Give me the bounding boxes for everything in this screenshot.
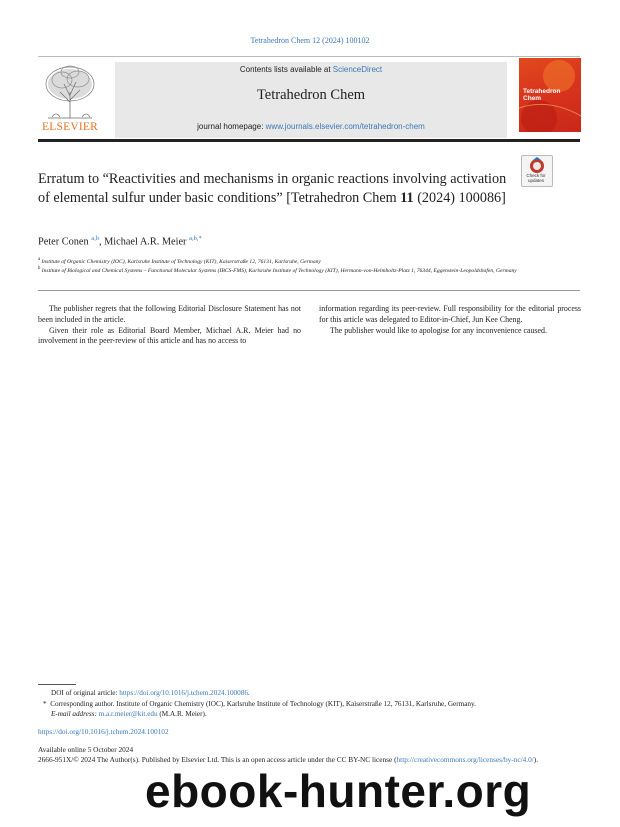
- watermark-text: ebook-hunter.org: [145, 765, 532, 817]
- available-online: Available online 5 October 2024: [38, 745, 134, 754]
- title-suffix: (2024) 100086]: [413, 189, 506, 206]
- body-right-column: [319, 304, 581, 336]
- journal-name: Tetrahedron Chem: [256, 87, 366, 103]
- corresponding-mark: *: [43, 699, 47, 708]
- contents-prefix: Contents lists available at: [239, 65, 333, 74]
- footnote-rule: [38, 684, 76, 685]
- email-footnote: [38, 709, 583, 720]
- journal-homepage-line: [115, 122, 507, 131]
- footnotes: [38, 688, 583, 720]
- article-doi-link[interactable]: https://doi.org/10.1016/j.tchem.2024.100102: [38, 727, 169, 736]
- title-text: Erratum to “Reactivities and mechanisms in organic reactions involving activation of elemental sulfur under basic conditions” [Tetrahedron Chem: [38, 171, 507, 206]
- header-top-rule: [38, 56, 580, 57]
- author-name: Peter Conen: [38, 236, 89, 248]
- email-label: E-mail address:: [51, 710, 99, 718]
- contents-available-line: [115, 65, 507, 74]
- license-prefix: 2666-951X/© 2024 The Author(s). Published by Elsevier Ltd. This is an open access article under the CC BY-NC license (: [38, 755, 397, 765]
- author-list: Peter Conen $^{a,b}$, Michael A.R. Meier $^{a,b,*}$: [38, 235, 202, 248]
- affiliation-divider: [38, 290, 580, 291]
- affiliation-mark: a: [38, 257, 41, 262]
- sciencedirect-link[interactable]: ScienceDirect: [332, 65, 383, 74]
- license-suffix: ).: [533, 755, 539, 765]
- affiliation-text: Institute of Organic Chemistry (IOC), Karlsruhe Institute of Technology (KIT), Kaiserstraße 12, 76131, Karlsruhe, Germany: [41, 258, 321, 265]
- affiliation-text: Institute of Biological and Chemical Systems – Functional Molecular Systems (IBCS-FMS), Karlsruhe Institute of Technology (KIT), Hermann-von-Helmholtz-Platz 1, 76344, Eggenstein-Leopoldshafen, Germany: [41, 267, 517, 274]
- affiliation-b: [38, 265, 538, 275]
- original-article-doi-link[interactable]: https://doi.org/10.1016/j.tchem.2024.100086: [119, 689, 248, 697]
- article-title: [38, 170, 516, 207]
- body-paragraph: The publisher would like to apologise for any inconvenience caused.: [330, 325, 547, 335]
- elsevier-wordmark: ELSEVIER: [42, 121, 98, 133]
- cover-journal-title: Tetrahedron Chem: [523, 88, 561, 102]
- author-affiliation-mark[interactable]: a,b,*: [189, 235, 202, 242]
- check-updates-icon: [522, 156, 552, 174]
- body-paragraph: Given their role as Editorial Board Member, Michael A.R. Meier had no involvement in the peer-review of this article and has no access to: [38, 325, 301, 346]
- email-suffix: (M.A.R. Meier).: [157, 710, 207, 718]
- homepage-prefix: journal homepage:: [197, 122, 266, 131]
- journal-homepage-link[interactable]: www.journals.elsevier.com/tetrahedron-chem: [265, 122, 425, 131]
- corresponding-text: Corresponding author. Institute of Organic Chemistry (IOC), Karlsruhe Institute of Technology (KIT), Kaiserstraße 12, 76131, Karlsruhe, Germany.: [50, 699, 476, 708]
- body-paragraph: information regarding its peer-review. Full responsibility for the editorial process for this article was delegated to Editor-in-Chief, Jun Kee Cheng.: [319, 304, 581, 324]
- author-name: Michael A.R. Meier: [104, 236, 187, 248]
- email-link[interactable]: m.a.r.meier@kit.edu: [98, 710, 158, 718]
- title-volume: 11: [400, 189, 414, 206]
- journal-citation-header[interactable]: Tetrahedron Chem 12 (2024) 100102: [250, 36, 370, 45]
- original-doi-footnote: DOI of original article: https://doi.org/10.1016/j.tchem.2024.100086.: [51, 689, 250, 697]
- affiliation-mark: b: [38, 266, 41, 271]
- publication-info: [38, 745, 583, 765]
- body-paragraph: The publisher regrets that the following Editorial Disclosure Statement has not been included in the article.: [38, 304, 301, 324]
- license-link[interactable]: http://creativecommons.org/licenses/by-nc/4.0/: [396, 755, 534, 765]
- corresponding-author-footnote: [38, 699, 583, 710]
- author-affiliation-mark[interactable]: a,b: [91, 235, 99, 242]
- body-left-column: [38, 304, 301, 347]
- check-for-updates-label: Check for updates: [526, 173, 546, 183]
- doi-original-label: DOI of original article:: [51, 689, 120, 697]
- header-bottom-rule: [38, 139, 580, 142]
